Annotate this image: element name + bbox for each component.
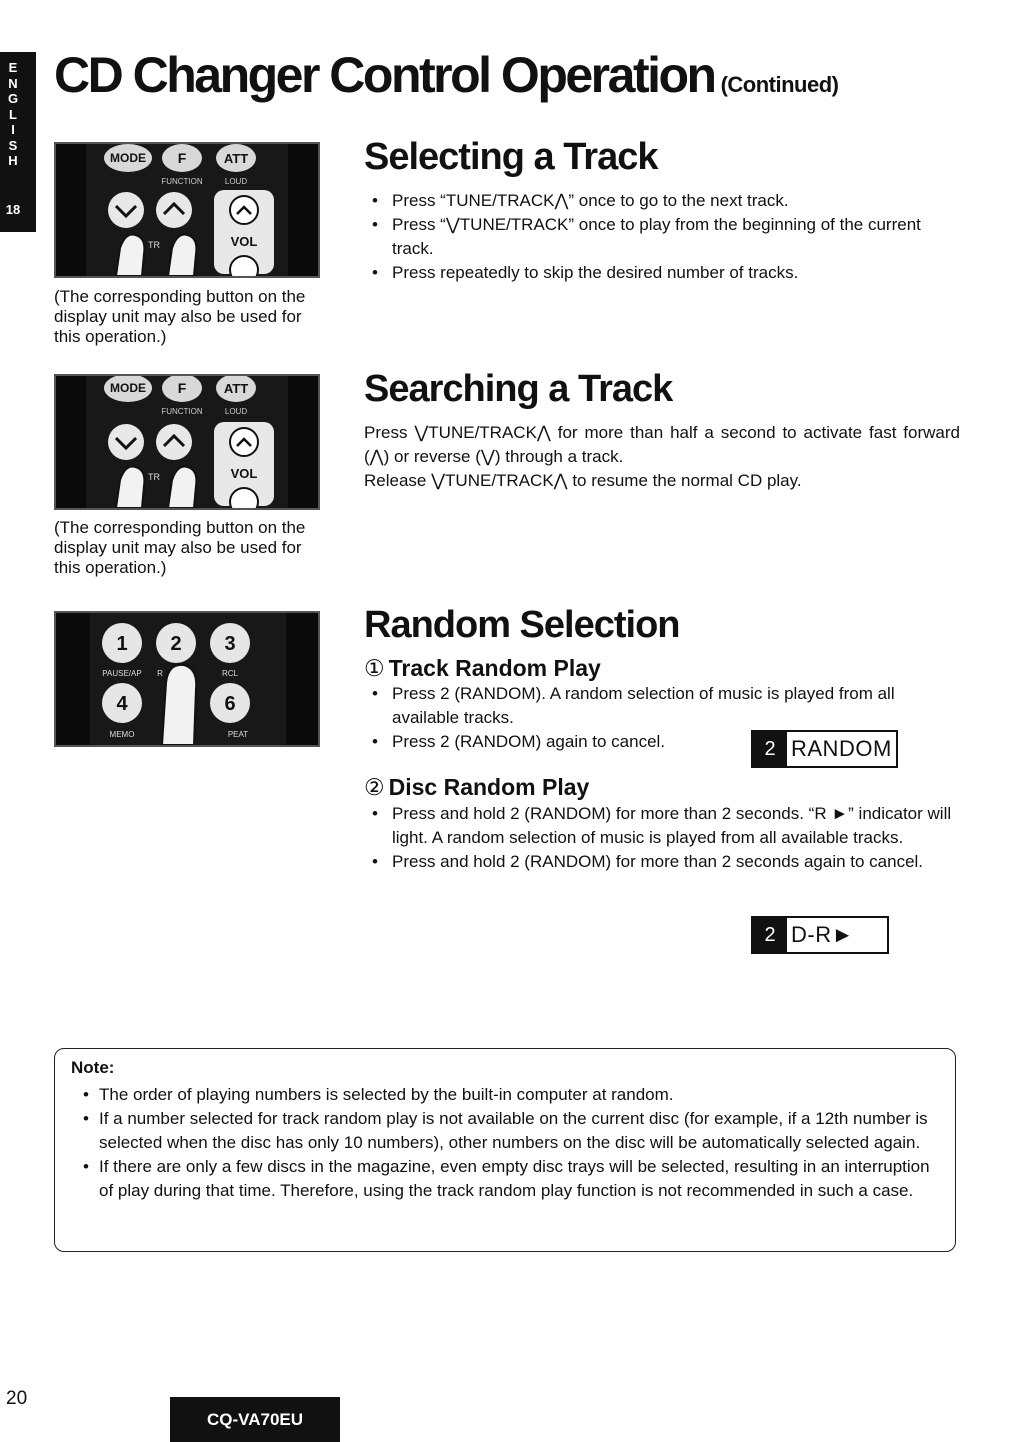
repeat-label: PEAT: [227, 730, 249, 739]
up-button-icon: [156, 192, 192, 228]
loud-label: LOUD: [224, 177, 248, 186]
list-item: • Press “TUNE/TRACK⋀” once to go to the next track.: [370, 189, 960, 213]
disc-random-list: [370, 802, 960, 874]
searching-text: [364, 421, 960, 493]
list-item: • If a number selected for track random play is not available on the current disc (for example, if a 12th number is selected when the disc has only 10 numbers), other numbers on the disc will be automatically selected again.: [71, 1107, 939, 1155]
caption-two: (The corresponding button on the display unit may also be used for this operation.): [54, 518, 306, 577]
searching-para-2: Release ⋁TUNE/TRACK⋀ to resume the normal CD play.: [364, 471, 802, 490]
down-button-icon: [108, 424, 144, 460]
random-title: Random Selection: [364, 604, 680, 646]
num4-label: 4: [116, 693, 128, 715]
num3-label: 3: [224, 633, 236, 655]
display-text: D-R►: [791, 922, 854, 947]
remote-photo-numbers: [54, 611, 320, 747]
list-item: • The order of playing numbers is selected by the built-in computer at random.: [71, 1083, 939, 1107]
num2-label: 2: [170, 633, 182, 655]
att-label: ATT: [223, 381, 249, 396]
note-box: [54, 1048, 956, 1252]
vol-label: VOL: [230, 234, 258, 249]
remote-photo-search: [54, 374, 320, 510]
mode-label: MODE: [110, 381, 146, 395]
display-text: RANDOM: [791, 736, 892, 761]
disc-random-title: Disc Random Play: [388, 774, 590, 800]
model-badge: CQ-VA70EU: [170, 1397, 340, 1442]
disc-random-display: [751, 916, 889, 954]
display-number: 2: [753, 732, 787, 766]
list-item: • Press 2 (RANDOM) again to cancel.: [370, 730, 960, 754]
random-display: [751, 730, 898, 768]
searching-para-1: Press ⋁TUNE/TRACK⋀ for more than half a second to activate fast forward (⋀) or reverse (⋁) through a track.: [364, 423, 960, 466]
rcl-label: RCL: [221, 669, 239, 678]
selecting-title: Selecting a Track: [364, 136, 658, 178]
up-button-icon: [156, 424, 192, 460]
letter: N: [8, 75, 18, 91]
tr-label: TR: [148, 240, 160, 250]
note-title: Note:: [71, 1058, 115, 1077]
letter: E: [8, 60, 18, 75]
num1-label: 1: [116, 633, 128, 655]
letter: G: [7, 91, 19, 106]
letter: I: [11, 122, 15, 137]
page-number: 20: [6, 1388, 28, 1409]
letter: H: [8, 153, 18, 168]
language-letters: [0, 60, 26, 169]
finger-icon: [162, 665, 196, 745]
random-label: R: [157, 669, 163, 678]
vol-down-icon: [230, 488, 258, 508]
vol-down-icon: [230, 256, 258, 276]
caption-one: (The corresponding button on the display unit may also be used for this operation.): [54, 287, 306, 346]
title-main: CD Changer Control Operation: [54, 47, 715, 103]
f-label: F: [177, 380, 187, 396]
list-item: • Press “⋁TUNE/TRACK” once to play from the beginning of the current track.: [370, 213, 960, 261]
display-number: 2: [753, 918, 787, 952]
function-label: FUNCTION: [161, 407, 203, 416]
mode-label: MODE: [110, 151, 146, 165]
list-item: • Press and hold 2 (RANDOM) for more than 2 seconds again to cancel.: [370, 850, 960, 874]
list-item: • Press 2 (RANDOM). A random selection of music is played from all available tracks.: [370, 682, 960, 730]
list-item: • If there are only a few discs in the magazine, even empty disc trays will be selected, resulting in an interruption of play during that time. Therefore, using the track random play function is not recommended in such a case.: [71, 1155, 939, 1203]
title-continued: (Continued): [720, 72, 839, 97]
track-random-title: Track Random Play: [388, 655, 601, 681]
vol-up-icon: [230, 196, 258, 224]
f-label: F: [177, 150, 187, 166]
note-list: [71, 1083, 939, 1203]
searching-title: Searching a Track: [364, 368, 673, 410]
pause-label: PAUSE/AP: [102, 669, 142, 678]
list-item: • Press repeatedly to skip the desired number of tracks.: [370, 261, 960, 285]
letter: L: [9, 106, 17, 122]
remote-photo-tune: [54, 142, 320, 278]
tr-label: TR: [148, 472, 160, 482]
disc-random-num: ②: [364, 774, 385, 800]
down-button-icon: [108, 192, 144, 228]
side-page-number: 18: [5, 202, 21, 217]
selecting-list: [370, 189, 960, 285]
language-side-tab: [0, 52, 36, 232]
function-label: FUNCTION: [161, 177, 203, 186]
vol-up-icon: [230, 428, 258, 456]
att-label: ATT: [223, 151, 249, 166]
letter: S: [8, 137, 18, 153]
track-random-num: ①: [364, 655, 385, 681]
vol-label: VOL: [230, 466, 258, 481]
memo-label: MEMO: [109, 730, 135, 739]
track-random-heading: [364, 655, 601, 682]
loud-label: LOUD: [224, 407, 248, 416]
page-title: [54, 46, 838, 104]
disc-random-heading: [364, 774, 589, 801]
list-item: • Press and hold 2 (RANDOM) for more than 2 seconds. “R ►” indicator will light. A random selection of music is played from all available tracks.: [370, 802, 960, 850]
num6-label: 6: [224, 693, 236, 715]
